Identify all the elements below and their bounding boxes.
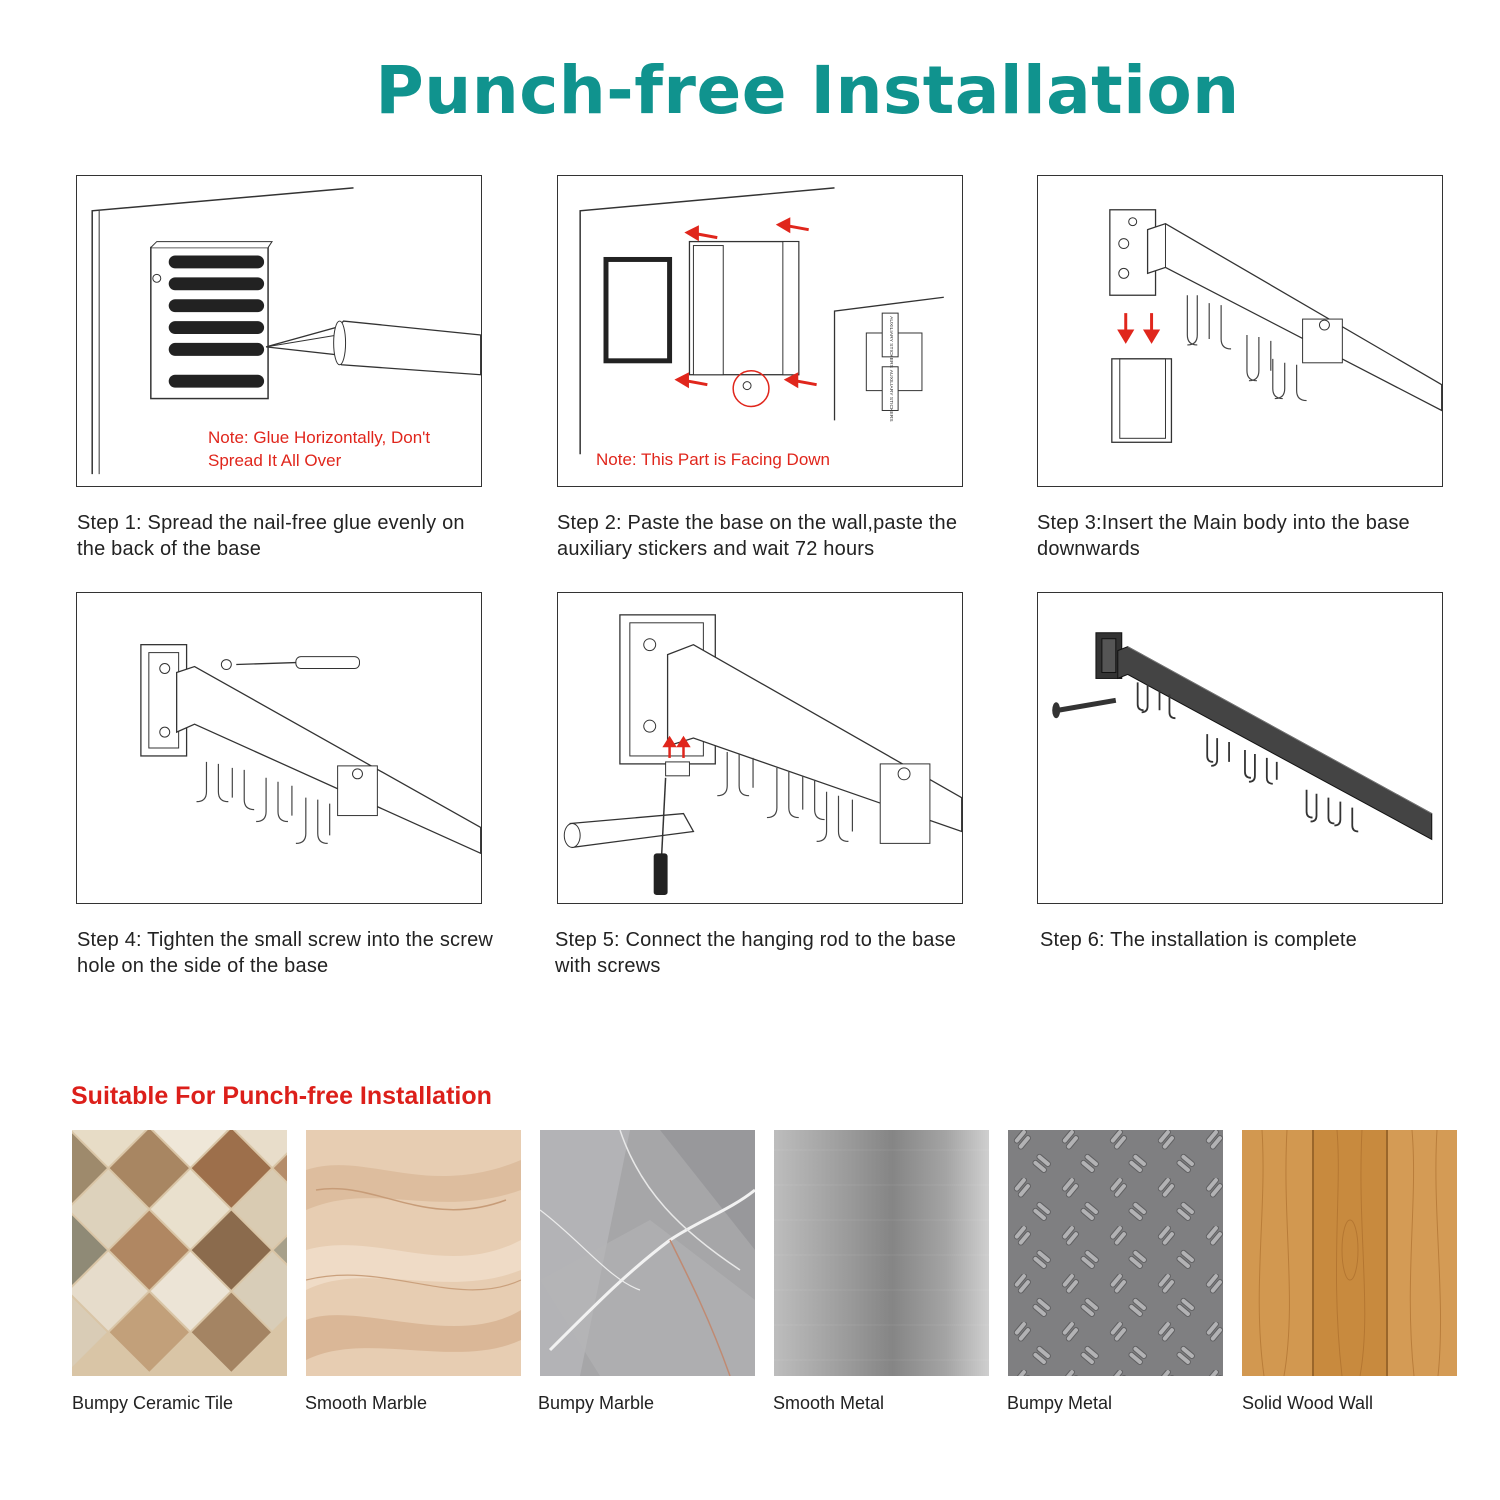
step-1-note: Note: Glue Horizontally, Don't Spread It All Over	[208, 428, 431, 470]
ceramic-tile-label: Bumpy Ceramic Tile	[72, 1393, 234, 1413]
bumpy-metal-label: Bumpy Metal	[1007, 1393, 1113, 1413]
step-6-caption: Step 6: The installation is complete	[1040, 929, 1358, 951]
auxiliary-sticker-label: AUXILIARY STICKERS	[888, 369, 894, 422]
bumpy-marble-label: Bumpy Marble	[538, 1393, 655, 1413]
step-2-note: Note: This Part is Facing Down	[596, 450, 830, 469]
step-4-illustration	[76, 592, 482, 904]
step-1-caption: Step 1: Spread the nail-free glue evenly on the back of the base	[77, 512, 465, 560]
step-3-caption: Step 3:Insert the Main body into the base downwards	[1037, 512, 1410, 560]
step-2-caption: Step 2: Paste the base on the wall,paste the auxiliary stickers and wait 72 hours	[557, 512, 958, 560]
bumpy-marble-swatch	[540, 1130, 755, 1376]
step-5-caption: Step 5: Connect the hanging rod to the base with screws	[555, 929, 957, 977]
step-6-illustration	[1037, 592, 1443, 904]
step-1-illustration	[76, 175, 482, 487]
wood-wall-label: Solid Wood Wall	[1242, 1393, 1374, 1413]
auxiliary-sticker-label: AUXILIARY STICKERS	[888, 316, 894, 368]
bumpy-metal-swatch	[1008, 1130, 1223, 1376]
step-5-illustration	[557, 592, 963, 904]
wood-wall-swatch	[1242, 1130, 1457, 1376]
smooth-marble-label: Smooth Marble	[305, 1393, 428, 1413]
surfaces-heading: Suitable For Punch-free Installation	[71, 1082, 492, 1110]
smooth-metal-swatch	[774, 1130, 989, 1376]
smooth-marble-swatch	[306, 1130, 521, 1376]
step-2-illustration	[557, 175, 963, 487]
page-title: Punch-free Installation	[375, 52, 1240, 129]
step-4-caption: Step 4: Tighten the small screw into the screw hole on the side of the base	[77, 929, 494, 977]
smooth-metal-label: Smooth Metal	[773, 1393, 885, 1413]
ceramic-tile-swatch	[72, 1130, 287, 1376]
step-3-illustration	[1037, 175, 1443, 487]
